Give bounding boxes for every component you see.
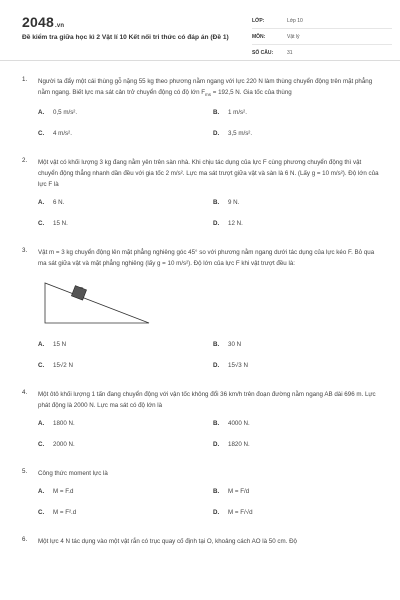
question-number: 5. <box>22 468 28 476</box>
question-number: 4. <box>22 389 28 397</box>
page-header <box>0 0 400 61</box>
meta-label: LỚP: <box>252 17 265 24</box>
question-4 <box>0 389 400 462</box>
answer-options <box>38 109 380 151</box>
answer-option-a[interactable]: A. M = F.d <box>38 488 74 496</box>
mass-label: m <box>80 285 84 291</box>
answer-option-a[interactable]: A. 0,5 m/s². <box>38 109 78 117</box>
answer-option-d[interactable]: D. M = F/√d <box>213 509 253 517</box>
answer-option-d[interactable]: D. 3,5 m/s². <box>213 130 253 138</box>
site-logo[interactable]: 2048.vn <box>22 14 65 30</box>
answer-option-a[interactable]: A. 15 N <box>38 341 67 349</box>
answer-option-b[interactable]: B. 30 N <box>213 341 242 349</box>
question-text: Công thức moment lực là <box>38 470 108 478</box>
question-text: Một vật có khối lượng 3 kg đang nằm yên trên sàn nhà. Khi chịu tác dụng của lực F cùng phương chuyển động thì vật chuyển động thẳng nhanh dần đều với gia tốc 2 m/s². Lực ma sát trượt giữa vật và sàn là 6 N. (Lấy g = 10 m/s²). Độ lớn của lực F là <box>38 159 379 189</box>
answer-option-d[interactable]: D. 1820 N. <box>213 441 250 449</box>
meta-label: MÔN: <box>252 33 266 40</box>
answer-option-c[interactable]: C. 2000 N. <box>38 441 75 449</box>
question-1 <box>0 76 400 151</box>
meta-row-count <box>252 45 392 60</box>
meta-row-subject <box>252 29 392 45</box>
question-text: Một ôtô khối lượng 1 tấn đang chuyển động với vận tốc không đổi 36 km/h trên đoạn đường nằm ngang AB dài 696 m. Lực phát động là 2000 N. Lực ma sát có độ lớn là <box>38 391 376 410</box>
answer-option-c[interactable]: C. 15 N. <box>38 220 68 228</box>
question-number: 1. <box>22 76 28 83</box>
answer-options <box>38 341 380 383</box>
answer-option-a[interactable]: A. 6 N. <box>38 199 65 207</box>
question-list <box>0 76 400 547</box>
answer-option-b[interactable]: B. 4000 N. <box>213 420 250 428</box>
answer-option-c[interactable]: C. 15√2 N <box>38 362 73 370</box>
question-5 <box>0 468 400 530</box>
answer-option-d[interactable]: D. 12 N. <box>213 220 243 228</box>
meta-row-class <box>252 13 392 29</box>
answer-option-a[interactable]: A. 1800 N. <box>38 420 75 428</box>
question-2 <box>0 157 400 241</box>
question-3 <box>0 247 400 383</box>
question-6 <box>0 536 400 547</box>
question-number: 2. <box>22 157 28 165</box>
answer-options <box>38 488 380 530</box>
inclined-plane-figure <box>43 281 153 326</box>
answer-options <box>38 420 380 462</box>
answer-option-d[interactable]: D. 15√3 N <box>213 362 248 370</box>
meta-value: Vật lý <box>287 33 300 40</box>
answer-option-b[interactable]: B. M = F/d <box>213 488 250 496</box>
meta-label: SỐ CÂU: <box>252 49 274 56</box>
question-text: Một lực 4 N tác dụng vào một vật rắn có trục quay cố định tại O, khoảng cách AO là 50 cm. Độ <box>38 538 297 546</box>
question-number: 6. <box>22 536 28 544</box>
meta-value: Lớp 10 <box>287 17 303 24</box>
question-text: Người ta đẩy một cái thùng gỗ nặng 55 kg theo phương nằm ngang với lực 220 N làm thùng chuyển động trên mặt phẳng nằm ngang. Biết lực ma sát cản trở chuyển động có độ lớn $F_{ms} = 192,5$ N. Gia tốc của thùng <box>38 78 373 98</box>
answer-option-c[interactable]: C. 4 m/s². <box>38 130 72 138</box>
answer-options <box>38 199 380 241</box>
answer-option-b[interactable]: B. 1 m/s². <box>213 109 247 117</box>
question-number: 3. <box>22 247 28 255</box>
answer-option-b[interactable]: B. 9 N. <box>213 199 240 207</box>
answer-option-c[interactable]: C. M = F².d <box>38 509 77 517</box>
exam-title: Đề kiểm tra giữa học kì 2 Vật lí 10 Kết nối tri thức có đáp án (Đề 1) <box>22 34 229 41</box>
exam-meta <box>252 13 392 60</box>
question-text: Vật m = 3 kg chuyển động lên mặt phẳng nghiêng góc 45° so với phương nằm ngang dưới tác dụng của lực kéo F. Bỏ qua ma sát giữa vật và mặt phẳng nghiêng (lấy g = 10 m/s²). Độ lớn của lực F khi vật trượt đều là: <box>38 249 375 268</box>
meta-value: 31 <box>287 49 293 56</box>
